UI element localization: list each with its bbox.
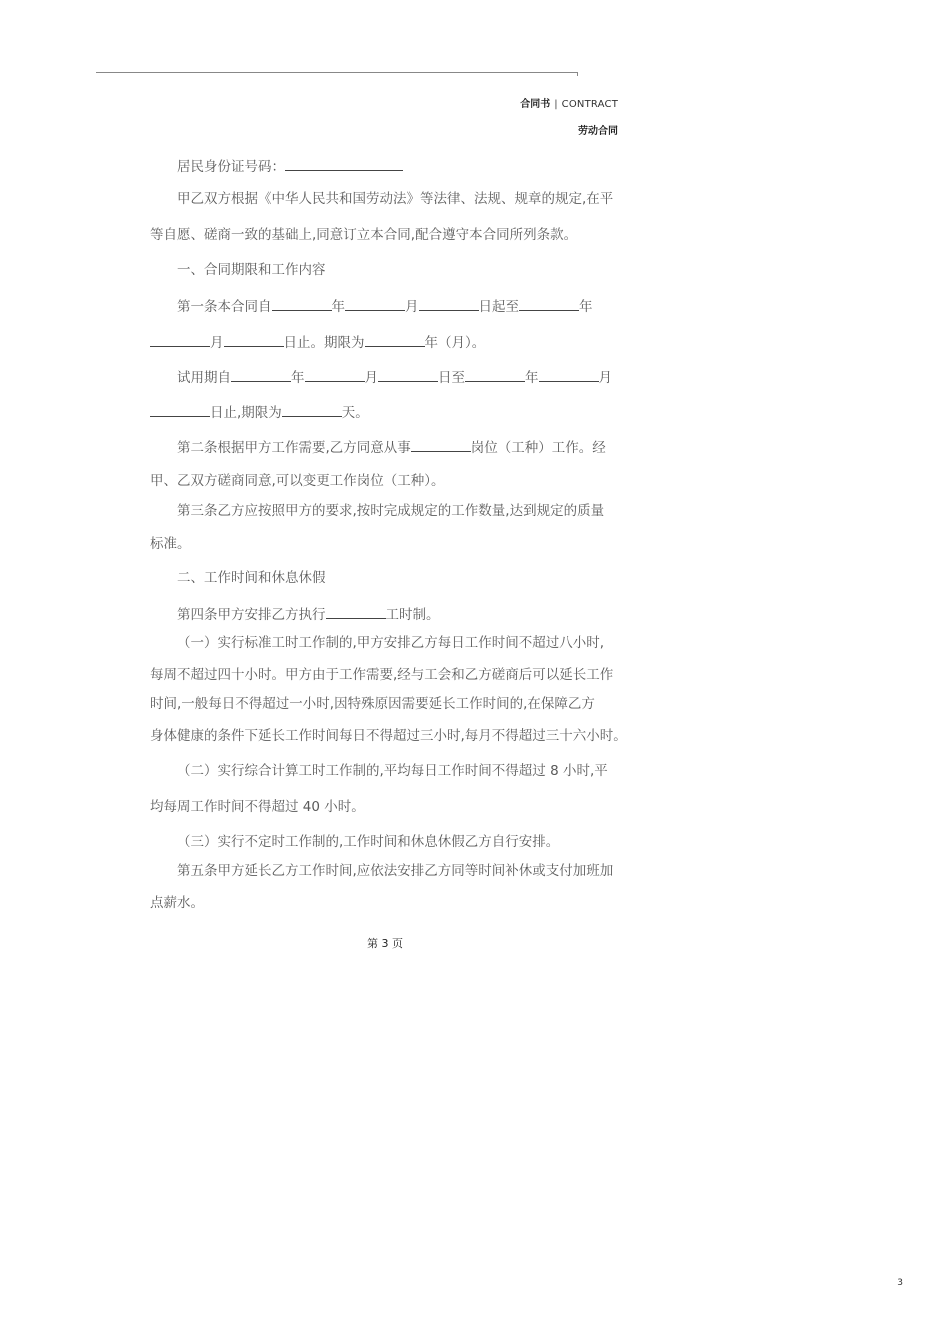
blank xyxy=(539,367,599,382)
blank xyxy=(150,402,210,417)
header-title-cn: 合同书 xyxy=(520,99,551,110)
section-2-heading: 二、工作时间和休息休假 xyxy=(177,570,326,586)
preamble-line-2: 等自愿、磋商一致的基础上,同意订立本合同,配合遵守本合同所列条款。 xyxy=(150,227,578,243)
item-2-line-1: （二）实行综合计算工时工作制的,平均每日工作时间不得超过 8 小时,平 xyxy=(177,763,608,779)
article-5-line-2: 点薪水。 xyxy=(150,895,204,911)
blank xyxy=(419,296,479,311)
blank xyxy=(282,402,342,417)
article-1-prefix: 第一条本合同自 xyxy=(177,299,272,315)
article-4-suffix: 工时制。 xyxy=(385,607,440,623)
unit-year: 年 xyxy=(525,370,539,386)
unit-day-to: 日至 xyxy=(438,370,465,386)
unit-month: 月 xyxy=(364,370,378,386)
unit-month: 月 xyxy=(598,370,612,386)
article-1-line-2 xyxy=(150,332,485,352)
item-3-line: （三）实行不定时工作制的,工作时间和休息休假乙方自行安排。 xyxy=(177,834,560,850)
header-title xyxy=(520,95,618,110)
article-2-prefix: 第二条根据甲方工作需要,乙方同意从事 xyxy=(177,440,411,456)
blank xyxy=(465,367,525,382)
unit-day-term: 日止。期限为 xyxy=(283,335,365,351)
unit-month: 月 xyxy=(210,335,224,351)
blank xyxy=(326,604,386,619)
header-rule xyxy=(96,72,578,73)
unit-day-to: 日起至 xyxy=(478,299,519,315)
unit-year-month: 年（月）。 xyxy=(424,335,486,351)
article-5-line-1: 第五条甲方延长乙方工作时间,应依法安排乙方同等时间补休或支付加班加 xyxy=(177,863,614,879)
unit-day-term: 日止,期限为 xyxy=(210,405,282,421)
blank xyxy=(345,296,405,311)
article-2-line-2: 甲、乙双方磋商同意,可以变更工作岗位（工种）。 xyxy=(150,473,445,489)
article-3-line-1: 第三条乙方应按照甲方的要求,按时完成规定的工作数量,达到规定的质量 xyxy=(177,503,605,519)
blank xyxy=(378,367,438,382)
article-3-line-2: 标准。 xyxy=(150,536,191,552)
trial-period-line-1 xyxy=(177,367,612,387)
blank xyxy=(365,332,425,347)
unit-year: 年 xyxy=(291,370,305,386)
header-separator: | xyxy=(554,99,558,110)
trial-period-line-2 xyxy=(150,402,369,422)
item-1-line-1: （一）实行标准工时工作制的,甲方安排乙方每日工作时间不超过八小时, xyxy=(177,635,605,651)
blank xyxy=(224,332,284,347)
blank xyxy=(150,332,210,347)
unit-days: 天。 xyxy=(341,405,369,421)
blank xyxy=(305,367,365,382)
id-number-blank xyxy=(285,156,403,171)
unit-month: 月 xyxy=(405,299,419,315)
item-1-line-2: 每周不超过四十小时。甲方由于工作需要,经与工会和乙方磋商后可以延长工作 xyxy=(150,667,614,683)
unit-year: 年 xyxy=(579,299,593,315)
article-2-suffix: 岗位（工种）工作。经 xyxy=(470,440,606,456)
blank xyxy=(231,367,291,382)
id-label: 居民身份证号码： xyxy=(177,159,285,175)
item-1-line-4: 身体健康的条件下延长工作时间每日不得超过三小时,每月不得超过三十六小时。 xyxy=(150,728,627,744)
article-4-line xyxy=(177,604,440,624)
unit-year: 年 xyxy=(331,299,345,315)
blank xyxy=(519,296,579,311)
item-1-line-3: 时间,一般每日不得超过一小时,因特殊原因需要延长工作时间的,在保障乙方 xyxy=(150,696,595,712)
id-number-line xyxy=(177,156,403,176)
preamble-line-1: 甲乙双方根据《中华人民共和国劳动法》等法律、法规、规章的规定,在平 xyxy=(177,191,614,207)
article-2-line-1 xyxy=(177,437,606,457)
article-1-line-1 xyxy=(177,296,593,316)
page-number: 3 xyxy=(897,1278,903,1288)
blank xyxy=(272,296,332,311)
blank xyxy=(411,437,471,452)
page-label: 第 3 页 xyxy=(367,937,403,950)
header-rule-tick xyxy=(577,72,578,76)
header-subtitle: 劳动合同 xyxy=(578,126,618,137)
header-title-en: CONTRACT xyxy=(561,99,618,110)
section-1-heading: 一、合同期限和工作内容 xyxy=(177,262,326,278)
trial-prefix: 试用期自 xyxy=(177,370,231,386)
article-4-prefix: 第四条甲方安排乙方执行 xyxy=(177,607,326,623)
item-2-line-2: 均每周工作时间不得超过 40 小时。 xyxy=(150,799,365,815)
